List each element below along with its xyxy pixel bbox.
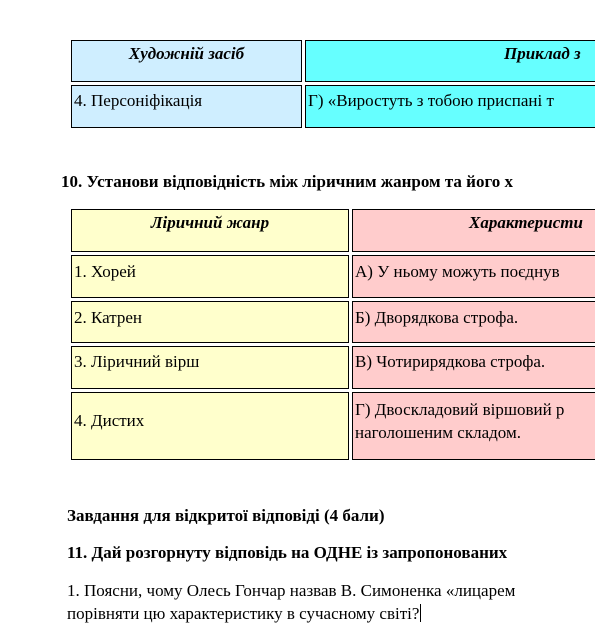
table1-header-example-label: Приклад з bbox=[504, 44, 581, 63]
table2-row3-characteristic-text: В) Чотирирядкова строфа. bbox=[355, 352, 546, 371]
table2-row2-characteristic bbox=[352, 301, 595, 343]
question1-line1: 1. Поясни, чому Олесь Гончар назвав В. Симоненка «лицарем bbox=[67, 581, 516, 600]
text-cursor bbox=[420, 604, 421, 622]
table1-header-technique bbox=[71, 40, 302, 82]
table2-row4-characteristic-line2: наголошеним складом. bbox=[355, 423, 521, 442]
table2-row4-genre-text: 4. Дистих bbox=[74, 411, 145, 430]
question1-line2-text: порівняти цю характеристику в сучасному світі? bbox=[67, 604, 420, 623]
table2-row3-genre bbox=[71, 346, 349, 389]
table1-row-technique-text: 4. Персоніфікація bbox=[74, 91, 203, 110]
open-tasks-heading: Завдання для відкритої відповіді (4 бали) bbox=[67, 506, 385, 525]
task11-title: 11. Дай розгорнуту відповідь на ОДНЕ із запропонованих bbox=[67, 543, 508, 562]
question1-line2 bbox=[67, 604, 421, 624]
table2-header-characteristic bbox=[352, 209, 595, 252]
table1-row-example bbox=[305, 85, 595, 128]
task10-title: 10. Установи відповідність між ліричним жанром та його х bbox=[61, 172, 514, 191]
table2-row3-characteristic bbox=[352, 346, 595, 389]
table2-row2-characteristic-text: Б) Дворядкова строфа. bbox=[355, 308, 519, 327]
table2-row2-genre bbox=[71, 301, 349, 343]
table1-row-technique bbox=[71, 85, 302, 128]
table2-row1-genre-text: 1. Хорей bbox=[74, 262, 136, 281]
table2-row1-genre bbox=[71, 255, 349, 298]
table2-row4-genre bbox=[71, 392, 349, 460]
table1-row-example-text: Г) «Виростуть з тобою приспані т bbox=[308, 91, 554, 110]
table2-header-genre-label: Ліричний жанр bbox=[150, 213, 270, 232]
table1-header-technique-label: Художній засіб bbox=[128, 44, 245, 63]
table2-row1-characteristic-text: А) У ньому можуть поєднув bbox=[355, 262, 560, 281]
table2-header-characteristic-label: Характеристи bbox=[469, 213, 583, 232]
table2-row4-characteristic-line1: Г) Двоскладовий віршовий р bbox=[355, 400, 565, 419]
table2-header-genre bbox=[71, 209, 349, 252]
table2-row2-genre-text: 2. Катрен bbox=[74, 308, 142, 327]
table2-row3-genre-text: 3. Ліричний вірш bbox=[74, 352, 200, 371]
table1-header-example bbox=[305, 40, 595, 82]
table2-row1-characteristic bbox=[352, 255, 595, 298]
table2-row4-characteristic bbox=[352, 392, 595, 460]
